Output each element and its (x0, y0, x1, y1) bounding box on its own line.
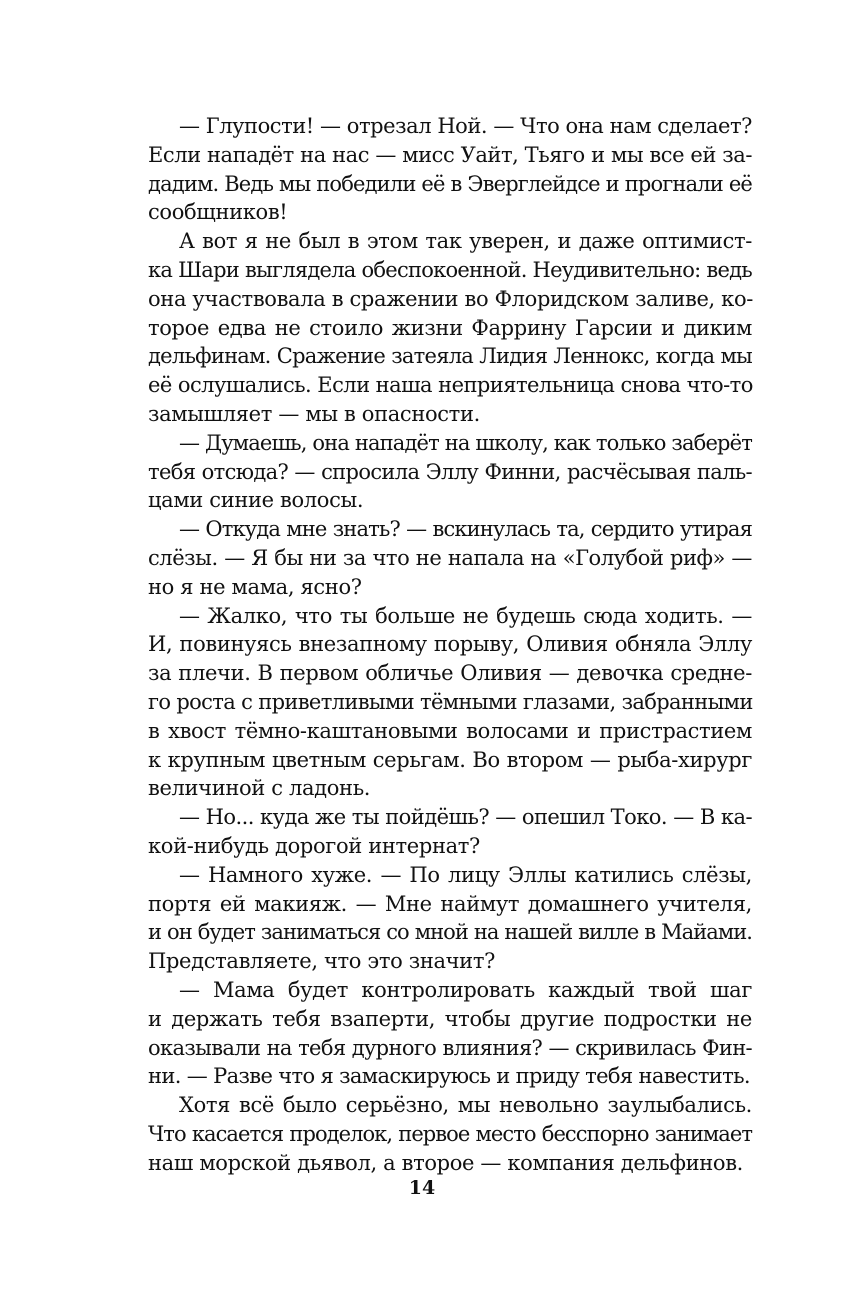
text-line: оказывали на тебя дурного влияния? — скривилась Фин- (148, 1035, 752, 1060)
text-line: Представляете, что это значит? (148, 949, 495, 974)
text-line: замышляет — мы в опасности. (148, 401, 480, 426)
text-line: но я не мама, ясно? (148, 574, 362, 599)
text-line: ни. — Разве что я замаскируюсь и приду тебя навестить. (148, 1064, 750, 1089)
paragraph (148, 803, 752, 861)
page-number: 14 (408, 1177, 436, 1199)
text-line: Что касается проделок, первое место бесспорно занимает (148, 1121, 752, 1146)
text-line: — Глупости! — отрезал Ной. — Что она нам сделает? (179, 114, 752, 138)
paragraph (148, 861, 752, 976)
text-line: — Мама будет контролировать каждый твой шаг (179, 977, 752, 1002)
page-body (148, 112, 752, 1177)
text-line: и держать тебя взаперти, чтобы другие подростки не (148, 1006, 752, 1031)
text-line: её ослушались. Если наша неприятельница снова что-то (148, 373, 753, 398)
text-line: дельфинам. Сражение затеяла Лидия Леннокс, когда мы (148, 344, 752, 369)
text-line: — Жалко, что ты больше не будешь сюда ходить. — (179, 603, 752, 628)
text-line: го роста с приветливыми тёмными глазами, забранными (148, 689, 753, 714)
text-line: она участвовала в сражении во Флоридском заливе, ко- (148, 286, 753, 311)
text-line: сообщников! (148, 200, 288, 225)
paragraph (148, 227, 752, 429)
text-line: — Думаешь, она нападёт на школу, как только заберёт (179, 430, 752, 455)
text-line: — Намного хуже. — По лицу Эллы катились слёзы, (179, 862, 752, 887)
text-line: в хвост тёмно-каштановыми волосами и пристрастием (148, 718, 752, 743)
paragraph (148, 515, 752, 601)
text-line: портя ей макияж. — Мне наймут домашнего учителя, (148, 891, 752, 916)
text-line: и он будет заниматься со мной на нашей вилле в Майами. (148, 920, 752, 945)
text-line: Если нападёт на нас — мисс Уайт, Тьяго и мы все ей за- (148, 142, 752, 167)
text-line: величиной с ладонь. (148, 776, 371, 801)
text-line: цами синие волосы. (148, 488, 364, 513)
paragraph (148, 976, 752, 1091)
text-line: — Откуда мне знать? — вскинулась та, сердито утирая (179, 517, 752, 542)
paragraph (148, 602, 752, 804)
text-line: — Но... куда же ты пойдёшь? — опешил Токо. — В ка- (179, 805, 752, 830)
paragraph (148, 112, 752, 227)
text-line: торое едва не стоило жизни Фаррину Гарсии и диким (148, 315, 752, 340)
text-line: ка Шари выглядела обеспокоенной. Неудивительно: ведь (148, 257, 752, 282)
text-line: за плечи. В первом обличье Оливия — девочка средне- (148, 661, 752, 686)
text-line: Хотя всё было серьёзно, мы невольно заулыбались. (179, 1093, 752, 1118)
paragraph (148, 429, 752, 515)
paragraph (148, 1091, 752, 1177)
text-line: наш морской дьявол, а второе — компания дельфинов. (148, 1150, 743, 1175)
text-line: дадим. Ведь мы победили её в Эверглейдсе и прогнали её (148, 171, 752, 196)
text-line: А вот я не был в этом так уверен, и даже оптимист- (179, 229, 752, 254)
text-line: слёзы. — Я бы ни за что не напала на «Голубой риф» — (148, 545, 752, 570)
text-line: И, повинуясь внезапному порыву, Оливия обняла Эллу (148, 632, 752, 657)
text-line: кой-нибудь дорогой интернат? (148, 833, 480, 858)
text-line: тебя отсюда? — спросила Эллу Финни, расчёсывая паль- (148, 459, 752, 484)
text-line: к крупным цветным серьгам. Во втором — рыба-хирург (148, 747, 752, 772)
